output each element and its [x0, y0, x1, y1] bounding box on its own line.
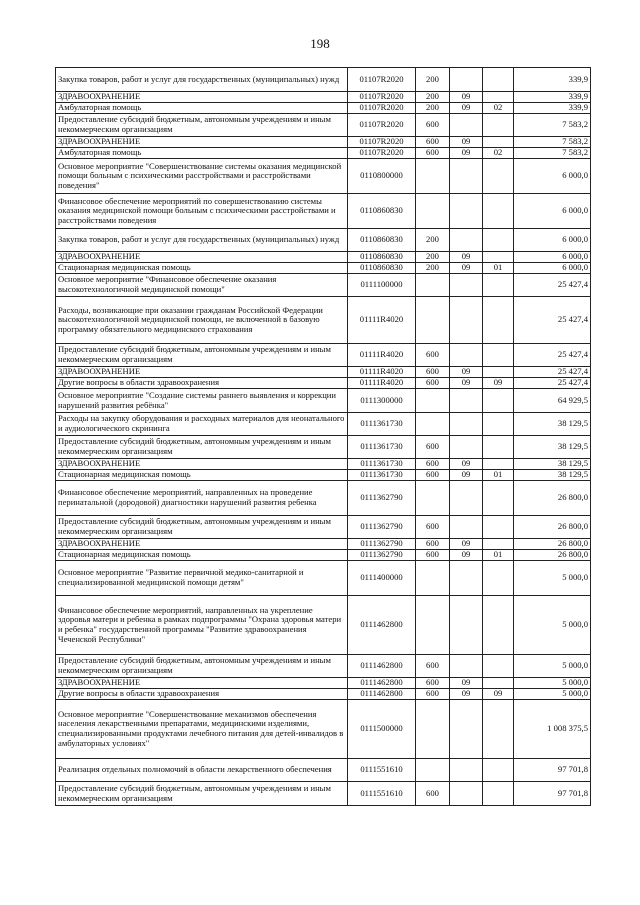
row-expense-type [416, 759, 450, 782]
row-amount: 25 427,4 [514, 274, 591, 297]
row-code: 01111R4020 [348, 297, 416, 344]
row-amount: 38 129,5 [514, 413, 591, 436]
row-name: Другие вопросы в области здравоохранения [56, 689, 348, 700]
row-section: 09 [450, 252, 483, 263]
table-row [56, 470, 591, 481]
row-expense-type: 600 [416, 516, 450, 539]
row-code: 01111R4020 [348, 367, 416, 378]
row-name: Основное мероприятие "Создание системы раннего выявления и коррекции нарушений развития ребёнка" [56, 389, 348, 413]
row-code: 01107R2020 [348, 68, 416, 92]
table-row [56, 92, 591, 103]
row-amount: 6 000,0 [514, 229, 591, 252]
row-section [450, 274, 483, 297]
row-section: 09 [450, 678, 483, 689]
row-amount: 64 929,5 [514, 389, 591, 413]
row-amount: 97 701,8 [514, 782, 591, 806]
row-code: 0111300000 [348, 389, 416, 413]
row-section [450, 389, 483, 413]
row-code: 0110860830 [348, 194, 416, 229]
row-amount: 5 000,0 [514, 596, 591, 655]
row-name: Предоставление субсидий бюджетным, автономным учреждениям и иным некоммерческим организациям [56, 344, 348, 367]
table-row [56, 229, 591, 252]
row-amount: 38 129,5 [514, 470, 591, 481]
row-name: Расходы на закупку оборудования и расходных материалов для неонатального и аудиологического скрининга [56, 413, 348, 436]
row-section: 09 [450, 378, 483, 389]
row-expense-type [416, 389, 450, 413]
table-row [56, 367, 591, 378]
row-code: 01107R2020 [348, 137, 416, 148]
row-section [450, 114, 483, 137]
row-expense-type: 200 [416, 263, 450, 274]
row-name: Предоставление субсидий бюджетным, автономным учреждениям и иным некоммерческим организациям [56, 516, 348, 539]
row-code: 0111362790 [348, 481, 416, 516]
row-subsection [483, 596, 514, 655]
row-section: 09 [450, 459, 483, 470]
row-name: Предоставление субсидий бюджетным, автономным учреждениям и иным некоммерческим организациям [56, 114, 348, 137]
row-name: ЗДРАВООХРАНЕНИЕ [56, 252, 348, 263]
row-code: 0111462800 [348, 655, 416, 678]
table-row [56, 700, 591, 759]
row-subsection [483, 367, 514, 378]
row-section: 09 [450, 550, 483, 561]
row-section [450, 68, 483, 92]
row-expense-type: 600 [416, 550, 450, 561]
row-expense-type: 600 [416, 367, 450, 378]
row-amount: 38 129,5 [514, 459, 591, 470]
row-subsection [483, 389, 514, 413]
row-name: ЗДРАВООХРАНЕНИЕ [56, 678, 348, 689]
row-amount: 5 000,0 [514, 561, 591, 596]
table-row [56, 68, 591, 92]
row-amount: 6 000,0 [514, 194, 591, 229]
row-name: Реализация отдельных полномочий в области лекарственного обеспечения [56, 759, 348, 782]
row-code: 0111100000 [348, 274, 416, 297]
row-amount: 6 000,0 [514, 159, 591, 194]
row-subsection: 01 [483, 263, 514, 274]
row-name: Закупка товаров, работ и услуг для государственных (муниципальных) нужд [56, 229, 348, 252]
row-expense-type: 600 [416, 137, 450, 148]
row-amount: 6 000,0 [514, 252, 591, 263]
row-code: 01107R2020 [348, 92, 416, 103]
row-amount: 7 583,2 [514, 148, 591, 159]
row-name: Стационарная медицинская помощь [56, 550, 348, 561]
row-section [450, 413, 483, 436]
row-expense-type [416, 700, 450, 759]
row-expense-type: 600 [416, 148, 450, 159]
row-code: 0110860830 [348, 252, 416, 263]
row-name: ЗДРАВООХРАНЕНИЕ [56, 539, 348, 550]
row-amount: 25 427,4 [514, 378, 591, 389]
row-section [450, 655, 483, 678]
row-expense-type: 600 [416, 459, 450, 470]
row-expense-type [416, 159, 450, 194]
row-code: 01111R4020 [348, 344, 416, 367]
row-code: 0111361730 [348, 470, 416, 481]
row-code: 01107R2020 [348, 103, 416, 114]
row-subsection [483, 413, 514, 436]
row-code: 0111462800 [348, 596, 416, 655]
row-amount: 339,9 [514, 68, 591, 92]
row-code: 0111551610 [348, 759, 416, 782]
table-row [56, 103, 591, 114]
row-code: 0111361730 [348, 459, 416, 470]
row-expense-type: 600 [416, 782, 450, 806]
row-subsection [483, 114, 514, 137]
row-amount: 26 800,0 [514, 481, 591, 516]
row-subsection: 02 [483, 103, 514, 114]
row-expense-type: 200 [416, 103, 450, 114]
row-code: 01107R2020 [348, 114, 416, 137]
row-subsection [483, 678, 514, 689]
row-name: Стационарная медицинская помощь [56, 263, 348, 274]
row-section [450, 561, 483, 596]
row-subsection: 09 [483, 378, 514, 389]
row-subsection: 02 [483, 148, 514, 159]
table-row [56, 436, 591, 459]
row-name: Закупка товаров, работ и услуг для государственных (муниципальных) нужд [56, 68, 348, 92]
row-name: ЗДРАВООХРАНЕНИЕ [56, 367, 348, 378]
row-section [450, 759, 483, 782]
row-subsection [483, 68, 514, 92]
row-code: 0111462800 [348, 678, 416, 689]
row-subsection [483, 159, 514, 194]
row-name: Предоставление субсидий бюджетным, автономным учреждениям и иным некоммерческим организациям [56, 782, 348, 806]
row-name: Основное мероприятие "Финансовое обеспечение оказания высокотехнологичной медицинской помощи" [56, 274, 348, 297]
row-section: 09 [450, 470, 483, 481]
table-row [56, 148, 591, 159]
table-row [56, 516, 591, 539]
row-amount: 5 000,0 [514, 689, 591, 700]
row-name: ЗДРАВООХРАНЕНИЕ [56, 137, 348, 148]
row-section: 09 [450, 103, 483, 114]
row-code: 0111361730 [348, 413, 416, 436]
row-expense-type [416, 274, 450, 297]
row-expense-type [416, 413, 450, 436]
row-subsection [483, 759, 514, 782]
row-expense-type [416, 194, 450, 229]
row-section [450, 700, 483, 759]
row-subsection: 09 [483, 689, 514, 700]
table-row [56, 297, 591, 344]
row-code: 0111361730 [348, 436, 416, 459]
row-section [450, 297, 483, 344]
row-amount: 6 000,0 [514, 263, 591, 274]
table-row [56, 137, 591, 148]
table-row [56, 114, 591, 137]
table-row [56, 539, 591, 550]
table-row [56, 194, 591, 229]
table-row [56, 274, 591, 297]
row-section [450, 516, 483, 539]
row-name: ЗДРАВООХРАНЕНИЕ [56, 459, 348, 470]
row-section [450, 194, 483, 229]
table-row [56, 596, 591, 655]
table-row [56, 389, 591, 413]
row-subsection [483, 481, 514, 516]
row-code: 0111462800 [348, 689, 416, 700]
row-code: 0111362790 [348, 550, 416, 561]
row-expense-type: 600 [416, 436, 450, 459]
row-code: 0110860830 [348, 229, 416, 252]
row-subsection [483, 344, 514, 367]
row-amount: 7 583,2 [514, 114, 591, 137]
row-section: 09 [450, 148, 483, 159]
row-subsection [483, 539, 514, 550]
row-section: 09 [450, 539, 483, 550]
row-name: Другие вопросы в области здравоохранения [56, 378, 348, 389]
row-expense-type [416, 481, 450, 516]
row-section: 09 [450, 367, 483, 378]
table-row [56, 481, 591, 516]
page-number: 198 [310, 36, 330, 51]
row-expense-type [416, 297, 450, 344]
row-expense-type: 200 [416, 229, 450, 252]
row-name: Основное мероприятие "Совершенствование механизмов обеспечения населения лекарственными препаратами, медицинскими изделиями, специализированными продуктами лечебного питания для детей-инвалидов в амбулаторных условиях" [56, 700, 348, 759]
row-name: Основное мероприятие "Развитие первичной медико-санитарной и специализированной медицинской помощи детям" [56, 561, 348, 596]
row-name: ЗДРАВООХРАНЕНИЕ [56, 92, 348, 103]
row-amount: 25 427,4 [514, 367, 591, 378]
table-row [56, 782, 591, 806]
row-subsection [483, 274, 514, 297]
row-name: Финансовое обеспечение мероприятий по совершенствованию системы оказания медицинской помощи больным с психическими расстройствами и расстройствами поведения [56, 194, 348, 229]
row-subsection [483, 436, 514, 459]
row-code: 0110860830 [348, 263, 416, 274]
row-section [450, 229, 483, 252]
row-subsection: 01 [483, 470, 514, 481]
row-name: Предоставление субсидий бюджетным, автономным учреждениям и иным некоммерческим организациям [56, 436, 348, 459]
row-expense-type: 600 [416, 655, 450, 678]
row-subsection [483, 655, 514, 678]
row-amount: 26 800,0 [514, 550, 591, 561]
row-amount: 25 427,4 [514, 297, 591, 344]
row-code: 0111362790 [348, 516, 416, 539]
row-subsection [483, 561, 514, 596]
table-row [56, 689, 591, 700]
row-subsection [483, 700, 514, 759]
row-name: Финансовое обеспечение мероприятий, направленных на проведение перинатальной (дородовой) диагностики нарушений развития ребенка [56, 481, 348, 516]
row-expense-type [416, 561, 450, 596]
row-section: 09 [450, 689, 483, 700]
row-subsection [483, 194, 514, 229]
table-row [56, 550, 591, 561]
row-code: 01107R2020 [348, 148, 416, 159]
row-expense-type: 200 [416, 252, 450, 263]
table-row [56, 759, 591, 782]
row-subsection: 01 [483, 550, 514, 561]
table-row [56, 413, 591, 436]
row-expense-type [416, 596, 450, 655]
budget-table [55, 67, 591, 806]
row-code: 0110800000 [348, 159, 416, 194]
row-expense-type: 600 [416, 678, 450, 689]
row-section [450, 782, 483, 806]
row-subsection [483, 516, 514, 539]
row-expense-type: 600 [416, 539, 450, 550]
budget-table-body [56, 68, 591, 806]
table-row [56, 263, 591, 274]
row-subsection [483, 92, 514, 103]
row-amount: 26 800,0 [514, 539, 591, 550]
row-amount: 25 427,4 [514, 344, 591, 367]
row-section [450, 159, 483, 194]
table-row [56, 344, 591, 367]
table-row [56, 252, 591, 263]
row-subsection [483, 459, 514, 470]
table-row [56, 378, 591, 389]
row-amount: 38 129,5 [514, 436, 591, 459]
row-name: Амбулаторная помощь [56, 148, 348, 159]
table-row [56, 459, 591, 470]
row-subsection [483, 229, 514, 252]
row-code: 0111362790 [348, 539, 416, 550]
row-amount: 7 583,2 [514, 137, 591, 148]
row-name: Амбулаторная помощь [56, 103, 348, 114]
row-name: Основное мероприятие "Совершенствование системы оказания медицинской помощи больным с психическими расстройствами и расстройствами поведения" [56, 159, 348, 194]
row-amount: 339,9 [514, 92, 591, 103]
table-row [56, 678, 591, 689]
row-code: 0111551610 [348, 782, 416, 806]
row-amount: 1 008 375,5 [514, 700, 591, 759]
row-code: 0111400000 [348, 561, 416, 596]
row-amount: 5 000,0 [514, 655, 591, 678]
row-expense-type: 600 [416, 378, 450, 389]
row-expense-type: 200 [416, 68, 450, 92]
table-row [56, 655, 591, 678]
row-name: Предоставление субсидий бюджетным, автономным учреждениям и иным некоммерческим организациям [56, 655, 348, 678]
row-section: 09 [450, 92, 483, 103]
row-expense-type: 600 [416, 689, 450, 700]
row-subsection [483, 252, 514, 263]
row-expense-type: 200 [416, 92, 450, 103]
row-section: 09 [450, 263, 483, 274]
row-amount: 26 800,0 [514, 516, 591, 539]
row-section: 09 [450, 137, 483, 148]
row-subsection [483, 137, 514, 148]
row-section [450, 596, 483, 655]
row-section [450, 436, 483, 459]
row-expense-type: 600 [416, 114, 450, 137]
table-row [56, 561, 591, 596]
row-expense-type: 600 [416, 344, 450, 367]
row-name: Стационарная медицинская помощь [56, 470, 348, 481]
row-code: 0111500000 [348, 700, 416, 759]
row-section [450, 481, 483, 516]
row-code: 01111R4020 [348, 378, 416, 389]
row-amount: 339,9 [514, 103, 591, 114]
table-row [56, 159, 591, 194]
row-amount: 97 701,8 [514, 759, 591, 782]
row-amount: 5 000,0 [514, 678, 591, 689]
row-name: Финансовое обеспечение мероприятий, направленных на укрепление здоровья матери и ребенка в рамках подпрограммы "Охрана здоровья матери и ребенка" государственной программы "Развитие здравоохранения Чеченской Республики" [56, 596, 348, 655]
row-name: Расходы, возникающие при оказании гражданам Российской Федерации высокотехнологичной медицинской помощи, не включенной в базовую программу обязательного медицинского страхования [56, 297, 348, 344]
row-expense-type: 600 [416, 470, 450, 481]
row-section [450, 344, 483, 367]
row-subsection [483, 297, 514, 344]
row-subsection [483, 782, 514, 806]
